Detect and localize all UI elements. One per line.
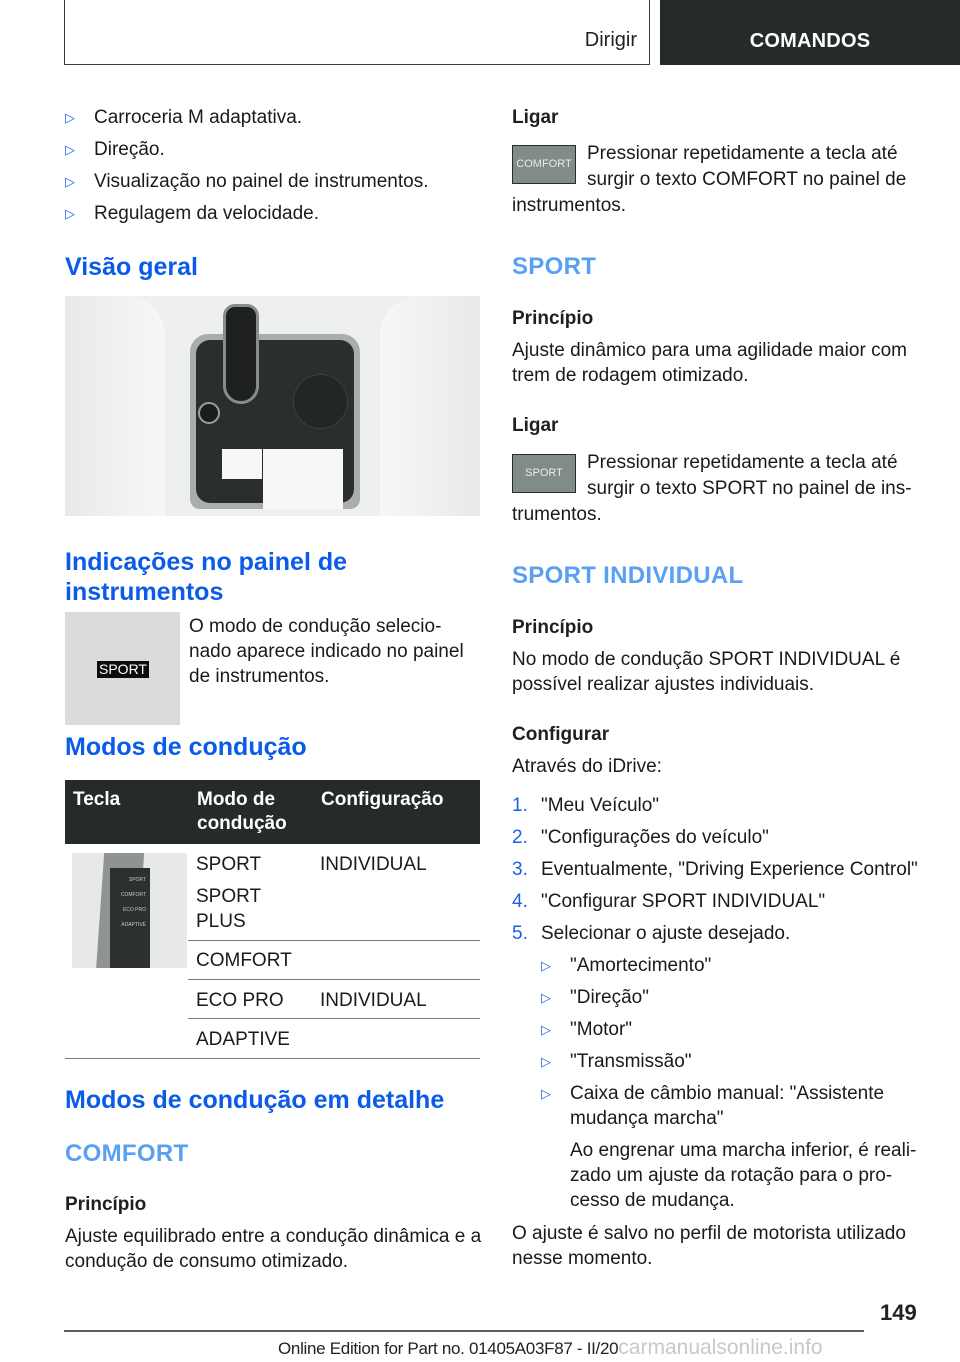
table-cell-mode: SPORT — [196, 854, 262, 875]
table-cell-config: INDIVIDUAL — [320, 990, 427, 1011]
indications-text: O modo de condução selecio-nado aparece indicado no painel de instrumentos. — [189, 616, 464, 687]
modes-heading: Modos de condução — [65, 733, 307, 761]
comfort-key-icon: COMFORT — [512, 145, 576, 184]
triangle-bullet-icon: ▷ — [541, 990, 551, 1005]
list-item: ▷ "Motor" — [541, 1019, 633, 1040]
triangle-bullet-icon: ▷ — [541, 1086, 551, 1101]
sport-individual-principle-text: No modo de condução SPORT INDIVIDUAL é possível realizar ajustes individuais. — [512, 649, 901, 695]
watermark: carmanualsonline.info — [618, 1336, 823, 1359]
step-item: 5. Selecionar o ajuste desejado. — [512, 923, 791, 944]
detail-heading: Modos de condução em detalhe — [65, 1086, 445, 1114]
table-cell-mode: SPORT PLUS — [196, 886, 261, 932]
sub-note: Ao engrenar uma marcha inferior, é reali-zado um ajuste da rotação para o pro-cesso de mudança. — [570, 1140, 917, 1211]
step-item: 3. Eventualmente, "Driving Experience Control" — [512, 859, 918, 880]
list-item: ▷ Visualização no painel de instrumentos. — [65, 171, 429, 192]
triangle-bullet-icon: ▷ — [65, 110, 75, 125]
comfort-on-text-1: Pressionar repetidamente a tecla até — [587, 143, 898, 164]
sport-individual-principle-label: Princípio — [512, 617, 594, 638]
triangle-bullet-icon: ▷ — [541, 1022, 551, 1037]
comfort-on-text-2: surgir o texto COMFORT no painel de — [587, 169, 907, 190]
section-label: Dirigir — [584, 29, 637, 51]
list-item: ▷ Caixa de câmbio manual: "Assistente mudança marcha" — [541, 1083, 885, 1129]
footer-edition: Online Edition for Part no. 01405A03F87 - II/20carmanualsonline.info — [278, 1336, 823, 1359]
page-number: 149 — [880, 1300, 917, 1325]
triangle-bullet-icon: ▷ — [541, 958, 551, 973]
sport-on-text-3: trumentos. — [512, 504, 602, 525]
mode-key-image: SPORT COMFORT ECO PRO ADAPTIVE — [72, 853, 187, 968]
list-item: ▷ Direção. — [65, 139, 165, 160]
overview-heading: Visão geral — [65, 253, 198, 281]
table-bottom-border — [65, 1058, 480, 1059]
step-item: 2. "Configurações do veículo" — [512, 827, 769, 848]
triangle-bullet-icon: ▷ — [65, 142, 75, 157]
table-header — [65, 780, 480, 844]
start-stop-button-icon — [198, 402, 220, 424]
table-cell-mode: COMFORT — [196, 950, 292, 971]
sport-heading: SPORT — [512, 253, 597, 280]
triangle-bullet-icon: ▷ — [65, 174, 75, 189]
sport-individual-heading: SPORT INDIVIDUAL — [512, 562, 744, 589]
seat-right — [380, 296, 480, 516]
sport-key-icon: SPORT — [512, 454, 576, 493]
seat-left — [65, 296, 165, 516]
row-divider — [188, 979, 480, 980]
row-divider — [188, 1018, 480, 1019]
gear-selector-lever — [223, 304, 259, 404]
idrive-controller — [293, 374, 348, 429]
step-item: 4. "Configurar SPORT INDIVIDUAL" — [512, 891, 826, 912]
comfort-heading: COMFORT — [65, 1140, 189, 1167]
sport-principle-text: Ajuste dinâmico para uma agilidade maior com trem de rodagem otimizado. — [512, 340, 907, 386]
triangle-bullet-icon: ▷ — [65, 206, 75, 221]
list-item: ▷ Regulagem da velocidade. — [65, 203, 319, 224]
table-cell-mode: ECO PRO — [196, 990, 284, 1011]
step-item: 1. "Meu Veículo" — [512, 795, 660, 816]
list-item: ▷ "Direção" — [541, 987, 649, 1008]
comfort-on-text-3: instrumentos. — [512, 195, 627, 216]
list-item: ▷ "Amortecimento" — [541, 955, 712, 976]
sport-badge: SPORT — [99, 661, 147, 677]
triangle-bullet-icon: ▷ — [541, 1054, 551, 1069]
sport-on-text-1: Pressionar repetidamente a tecla até — [587, 452, 898, 473]
center-console-photo — [65, 296, 480, 516]
table-cell-config: INDIVIDUAL — [320, 854, 427, 875]
row-divider — [188, 940, 480, 941]
configure-intro: Através do iDrive: — [512, 756, 662, 777]
list-item: ▷ Carroceria M adaptativa. — [65, 107, 303, 128]
col-header-key: Tecla — [73, 789, 121, 810]
comfort-principle-text: Ajuste equilibrado entre a condução dinâmica e a condução de consumo otimizado. — [65, 1226, 482, 1272]
indications-heading: Indicações no painel de instrumentos — [65, 548, 348, 606]
sport-on-text-2: surgir o texto SPORT no painel de ins- — [587, 478, 912, 499]
header-section-tab — [64, 0, 650, 65]
list-item: ▷ "Transmissão" — [541, 1051, 692, 1072]
configure-label: Configurar — [512, 724, 610, 745]
chapter-label: COMANDOS — [749, 30, 871, 52]
col-header-mode: Modo de condução — [197, 789, 287, 834]
sport-on-label: Ligar — [512, 415, 559, 436]
comfort-principle-label: Princípio — [65, 1194, 147, 1215]
comfort-on-label: Ligar — [512, 107, 559, 128]
saved-note: O ajuste é salvo no perfil de motorista utilizado nesse momento. — [512, 1223, 906, 1269]
sport-principle-label: Princípio — [512, 308, 594, 329]
header-chapter-tab — [660, 0, 960, 65]
sport-display-image — [65, 612, 180, 725]
footer-divider — [64, 1330, 864, 1332]
table-cell-mode: ADAPTIVE — [196, 1029, 290, 1050]
col-header-config: Configuração — [321, 789, 444, 810]
